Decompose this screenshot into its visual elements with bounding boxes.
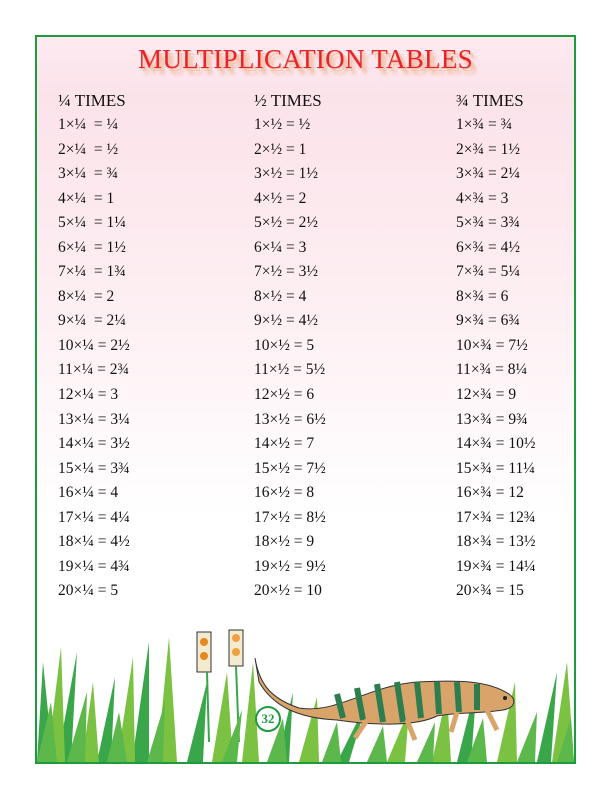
table-row: 11×½ = 5½ [254,361,326,379]
table-row: 15×¼ = 3¾ [58,459,130,477]
table-row: 18×¼ = 4½ [58,533,130,551]
table-row: 4×½ = 2 [254,189,307,207]
table-row: 6×¼ = 1½ [58,238,126,256]
table-row: 1×¼ = ¼ [58,116,119,133]
page-number: 32 [255,706,281,732]
table-row: 7×½ = 3½ [254,263,318,281]
table-row: 16×¼ = 4 [58,484,119,502]
table-row: 11×¼ = 2¾ [58,361,130,379]
table-row: 11×¾ = 8¼ [456,361,528,379]
table-row: 14×½ = 7 [254,435,315,453]
table-row: 7×¼ = 1¾ [58,263,126,281]
table-row: 19×½ = 9½ [254,557,326,575]
table-row: 15×½ = 7½ [254,459,326,477]
table-row: 17×¾ = 12¾ [456,508,536,526]
table-row: 9×½ = 4½ [254,312,318,330]
table-row: 6×¼ = 3 [254,238,307,256]
page-frame [35,35,576,764]
table-row: 4×¾ = 3 [456,189,509,207]
table-row: 2×½ = 1 [254,140,307,158]
table-row: 20×¼ = 5 [58,582,119,600]
grass-illustration [37,622,574,762]
table-row: 3×¾ = 2¼ [456,165,520,183]
column-heading: ¾ TIMES [456,91,524,110]
table-row: 4×¼ = 1 [58,189,115,207]
table-row: 7×¾ = 5¼ [456,263,520,281]
table-row: 9×¼ = 2¼ [58,312,126,330]
table-row: 18×¾ = 13½ [456,533,536,551]
table-row: 10×¼ = 2½ [58,336,130,354]
column-heading: ½ TIMES [254,91,322,110]
table-row: 13×¼ = 3¼ [58,410,130,428]
table-row: 18×½ = 9 [254,533,315,551]
table-row: 19×¼ = 4¾ [58,557,130,575]
table-row: 16×¾ = 12 [456,484,524,502]
table-row: 6×¾ = 4½ [456,238,520,256]
table-row: 14×¾ = 10½ [456,435,536,453]
table-row: 3×¼ = ¾ [58,165,119,183]
table-row: 14×¼ = 3½ [58,435,130,453]
table-row: 3×½ = 1½ [254,165,318,183]
table-row: 13×½ = 6½ [254,410,326,428]
table-row: 10×½ = 5 [254,336,315,354]
quarter-times-column [58,89,130,604]
table-row: 1×½ = ½ [254,116,311,133]
half-times-column [254,89,326,604]
three-quarter-times-column [456,89,535,604]
table-row: 9×¾ = 6¾ [456,312,520,330]
table-row: 19×¾ = 14¼ [456,557,536,575]
table-row: 20×¾ = 15 [456,582,524,600]
table-row: 8×¾ = 6 [456,287,509,305]
lizard-illustration [255,658,514,740]
table-row: 17×¼ = 4¼ [58,508,130,526]
table-row: 20×½ = 10 [254,582,322,600]
table-row: 8×¼ = 2 [58,287,115,305]
table-row: 10×¾ = 7½ [456,336,528,354]
table-row: 17×½ = 8½ [254,508,326,526]
table-row: 2×¼ = ½ [58,140,119,158]
table-row: 12×¼ = 3 [58,386,119,404]
table-row: 2×¾ = 1½ [456,140,520,158]
table-row: 5×½ = 2½ [254,214,318,232]
table-row: 16×½ = 8 [254,484,315,502]
table-row: 13×¾ = 9¾ [456,410,528,428]
table-row: 1×¾ = ¾ [456,116,513,133]
table-row: 5×¾ = 3¾ [456,214,520,232]
column-heading: ¼ TIMES [58,91,126,110]
table-row: 5×¼ = 1¼ [58,214,126,232]
table-row: 8×½ = 4 [254,287,307,305]
table-row: 12×½ = 6 [254,386,315,404]
page-title: MULTIPLICATION TABLES [138,44,473,74]
table-row: 15×¾ = 11¼ [456,459,535,477]
table-row: 12×¾ = 9 [456,386,517,404]
